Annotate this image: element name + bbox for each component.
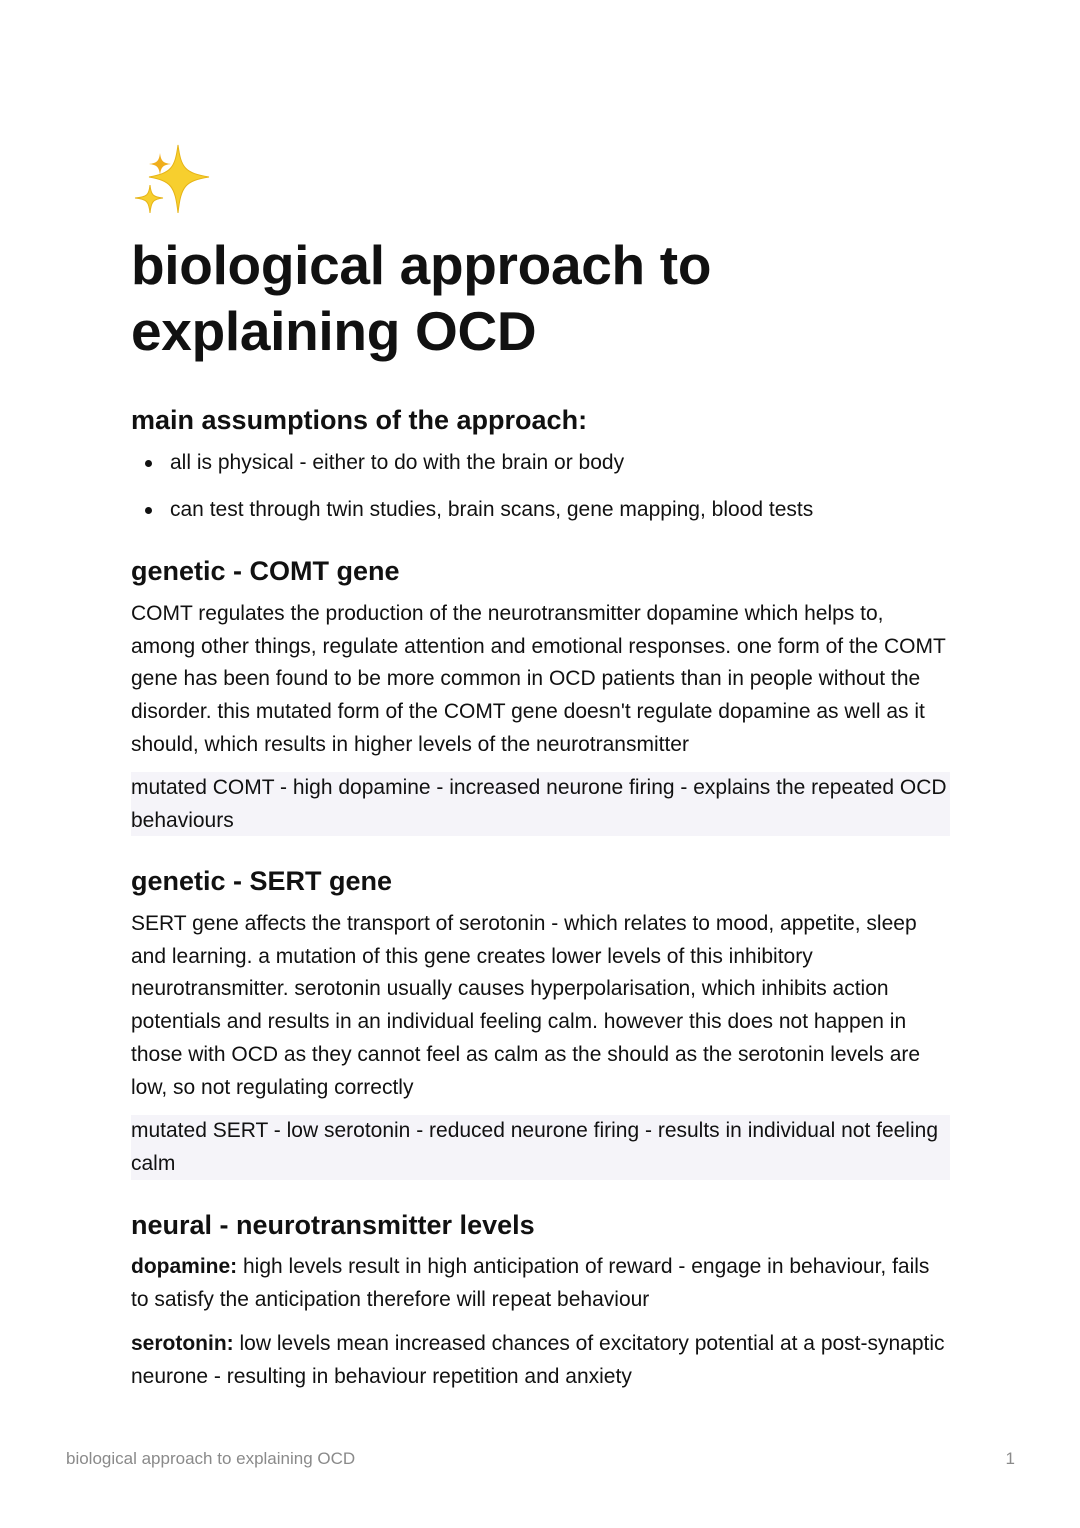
section-heading-sert: genetic - SERT gene xyxy=(131,866,393,896)
assumptions-list xyxy=(131,447,951,526)
comt-callout: mutated COMT - high dopamine - increased neurone firing - explains the repeated OCD behaviours xyxy=(131,772,950,836)
page-number: 1 xyxy=(1005,1449,1015,1468)
section-heading-comt: genetic - COMT gene xyxy=(131,556,400,586)
footer-title: biological approach to explaining OCD xyxy=(66,1449,356,1468)
dopamine-text: high levels result in high anticipation of reward - engage in behaviour, fails to satisfy the anticipation therefore will repeat behaviour xyxy=(131,1255,930,1311)
serotonin-paragraph xyxy=(131,1328,951,1393)
sparkles-icon xyxy=(131,140,211,216)
serotonin-label: serotonin: xyxy=(131,1332,234,1355)
sert-callout: mutated SERT - low serotonin - reduced neurone firing - results in individual not feeling calm xyxy=(131,1115,950,1180)
section-heading-assumptions: main assumptions of the approach: xyxy=(131,405,588,435)
dopamine-paragraph xyxy=(131,1251,951,1316)
dopamine-label: dopamine: xyxy=(131,1255,238,1278)
sert-paragraph: SERT gene affects the transport of serotonin - which relates to mood, appetite, sleep and learning. a mutation of this gene creates lower levels of this inhibitory neurotransmitter. serotonin usually causes hyperpolarisation, which inhibits action potentials and results in an individual feeling calm. however this does not happen in those with OCD as they cannot feel as calm as the should as the serotonin levels are low, so not regulating correctly xyxy=(131,912,921,1099)
comt-paragraph: COMT regulates the production of the neurotransmitter dopamine which helps to, among other things, regulate attention and emotional responses. one form of the COMT gene has been found to be more common in OCD patients than in people without the disorder. this mutated form of the COMT gene doesn't regulate dopamine as well as it should, which results in higher levels of the neurotransmitter xyxy=(131,602,946,756)
serotonin-text: low levels mean increased chances of excitatory potential at a post-synaptic neurone - resulting in behaviour repetition and anxiety xyxy=(131,1332,945,1388)
section-heading-neural: neural - neurotransmitter levels xyxy=(131,1210,535,1240)
list-item: all is physical - either to do with the brain or body xyxy=(131,447,951,479)
page-title: biological approach to explaining OCD xyxy=(131,234,712,362)
list-item: can test through twin studies, brain scans, gene mapping, blood tests xyxy=(131,494,951,526)
